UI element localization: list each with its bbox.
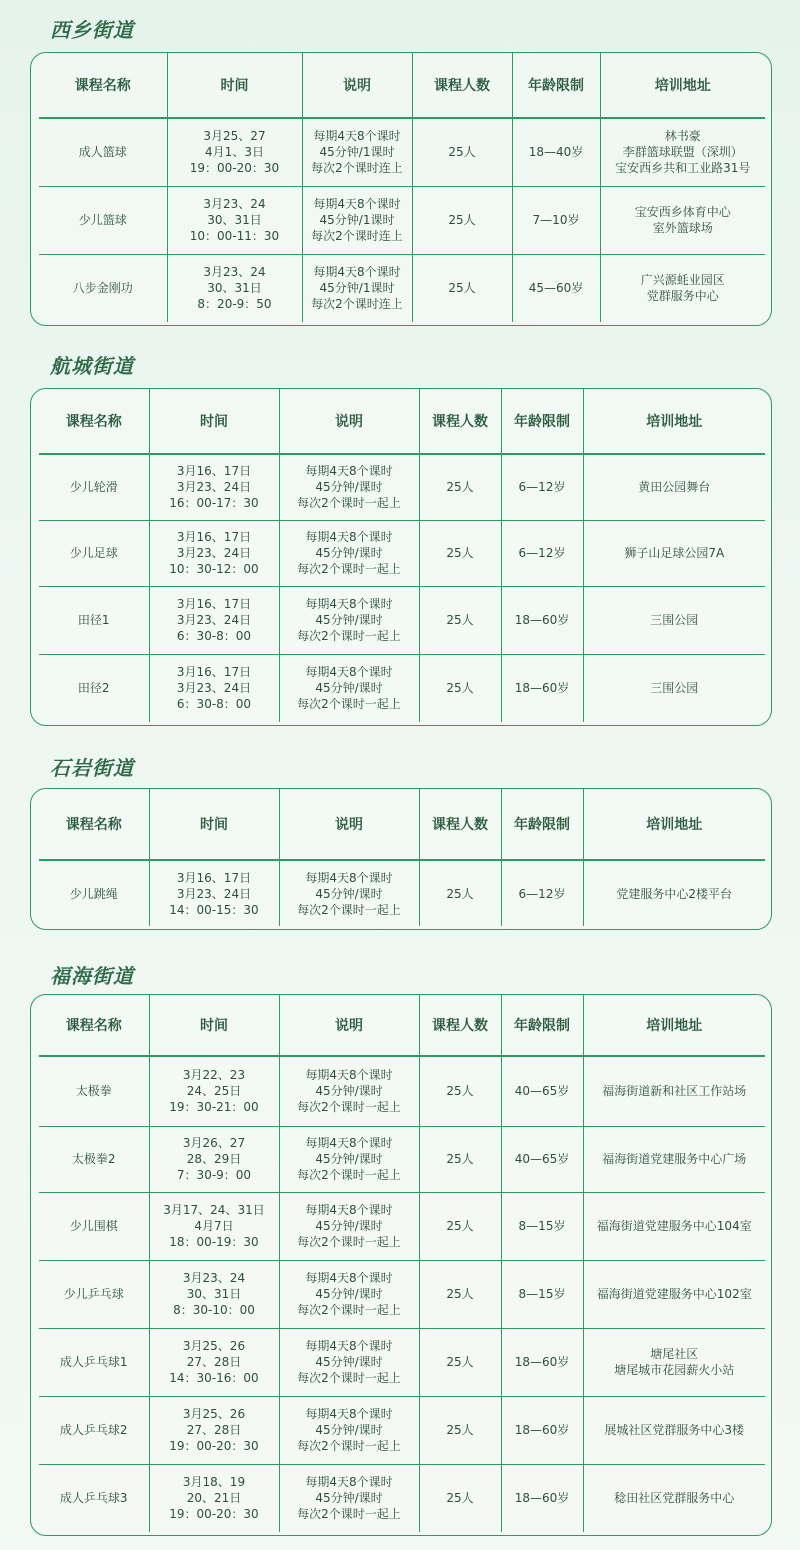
- age-limit: 6—12岁: [501, 860, 583, 926]
- course-capacity: 25人: [419, 860, 501, 926]
- course-name: 少儿乒乓球: [39, 1260, 149, 1328]
- note-line: 45分钟/课时: [315, 886, 383, 901]
- column-header: 培训地址: [583, 995, 765, 1056]
- course-name: 太极拳: [75, 1084, 112, 1099]
- column-header: 时间: [149, 789, 279, 860]
- table-row: [39, 1260, 765, 1328]
- course-time: [149, 1056, 279, 1126]
- course-note: [302, 186, 412, 254]
- address-line: 稔田社区党群服务中心: [614, 1491, 735, 1506]
- course-note: [279, 586, 419, 654]
- age-limit: 8—15岁: [501, 1192, 583, 1260]
- address-line: 室外篮球场: [652, 221, 713, 235]
- note-line: 45分钟/课时: [315, 1219, 383, 1233]
- course-name: 成人乒乓球2: [39, 1396, 149, 1464]
- course-capacity: 25人: [419, 1260, 501, 1328]
- training-address: [600, 254, 765, 322]
- table-row: [39, 1396, 765, 1464]
- course-time: [167, 118, 302, 186]
- course-time: [149, 586, 279, 654]
- note-line: 每期4天8个课时: [305, 1407, 393, 1421]
- address-line: 李群篮球联盟（深圳）: [622, 145, 743, 160]
- column-header: 时间: [149, 995, 279, 1056]
- course-capacity: 25人: [419, 1464, 501, 1532]
- time-line: 3月16、17日: [176, 464, 252, 479]
- note-line: 每次2个课时一起上: [297, 629, 401, 643]
- column-header: 培训地址: [583, 789, 765, 860]
- address-line: 党建服务中心2楼平台: [616, 886, 733, 901]
- note-line: 45分钟/课时: [315, 1491, 383, 1506]
- time-line: 10：00-11：30: [189, 229, 280, 243]
- address-line: 三围公园: [650, 613, 699, 627]
- column-header: 说明: [302, 53, 412, 118]
- time-line: 3月25、27: [203, 129, 266, 144]
- note-line: 每次2个课时连上: [311, 297, 403, 312]
- time-line: 3月23、24: [203, 265, 266, 280]
- note-line: 45分钟/课时: [315, 1423, 383, 1437]
- course-note: [279, 1396, 419, 1464]
- time-line: 4月1、3日: [205, 145, 264, 160]
- note-line: 每期4天8个课时: [305, 530, 393, 544]
- course-time: [149, 860, 279, 926]
- time-line: 16：00-17：30: [169, 496, 259, 511]
- training-address: [583, 654, 765, 722]
- course-note: [302, 118, 412, 186]
- table-header-row: [39, 789, 765, 860]
- note-line: 45分钟/课时: [315, 1152, 383, 1166]
- address-line: 福海街道新和社区工作站场: [602, 1084, 747, 1099]
- note-line: 每期4天8个课时: [313, 129, 401, 144]
- schedule-table: [39, 995, 765, 1532]
- section-title: 航城街道: [50, 354, 134, 378]
- training-address: [600, 186, 765, 254]
- course-note: [279, 1464, 419, 1532]
- time-line: 3月23、24日: [176, 546, 252, 560]
- note-line: 每期4天8个课时: [313, 197, 401, 211]
- table-row: [39, 860, 765, 926]
- note-line: 45分钟/课时: [315, 480, 383, 495]
- table-header-row: [39, 389, 765, 454]
- time-line: 3月26、27: [182, 1136, 246, 1150]
- address-line: 宝安西乡共和工业路31号: [615, 161, 751, 176]
- time-line: 6：30-8：00: [176, 629, 252, 643]
- table-row: [39, 118, 765, 186]
- time-line: 10：30-12：00: [169, 562, 259, 576]
- column-header: 时间: [149, 389, 279, 454]
- time-line: 18：00-19：30: [169, 1235, 259, 1249]
- training-address: [583, 1328, 765, 1396]
- schedule-table-panel: [30, 994, 772, 1536]
- time-line: 3月23、24日: [176, 613, 252, 627]
- table-header-row: [39, 995, 765, 1056]
- age-limit: 8—15岁: [501, 1260, 583, 1328]
- course-time: [167, 186, 302, 254]
- course-note: [302, 254, 412, 322]
- course-capacity: 25人: [412, 186, 512, 254]
- training-address: [583, 1260, 765, 1328]
- course-capacity: 25人: [419, 520, 501, 586]
- note-line: 每次2个课时一起上: [297, 1100, 401, 1115]
- course-capacity: 25人: [412, 118, 512, 186]
- course-name: 八步金刚功: [39, 254, 167, 322]
- age-limit: 18—40岁: [512, 118, 600, 186]
- time-line: 30、31日: [207, 281, 262, 296]
- training-address: [600, 118, 765, 186]
- time-line: 3月16、17日: [176, 870, 252, 885]
- time-line: 30、31日: [186, 1287, 242, 1301]
- note-line: 每期4天8个课时: [305, 870, 393, 885]
- course-name: 少儿足球: [39, 520, 149, 586]
- time-line: 3月23、24: [182, 1271, 246, 1285]
- address-line: 狮子山足球公园7A: [624, 546, 725, 560]
- course-capacity: 25人: [412, 254, 512, 322]
- address-line: 塘尾社区: [650, 1347, 699, 1361]
- note-line: 每期4天8个课时: [305, 665, 393, 680]
- training-address: [583, 586, 765, 654]
- column-header: 课程人数: [419, 789, 501, 860]
- age-limit: 18—60岁: [501, 1328, 583, 1396]
- note-line: 每期4天8个课时: [305, 1339, 393, 1353]
- age-limit: 18—60岁: [501, 1396, 583, 1464]
- note-line: 每期4天8个课时: [305, 1136, 393, 1150]
- course-name: 田径1: [39, 586, 149, 654]
- section-title: 石岩街道: [50, 756, 134, 780]
- course-time: [149, 654, 279, 722]
- course-time: [149, 520, 279, 586]
- time-line: 3月16、17日: [176, 530, 252, 544]
- note-line: 45分钟/1课时: [319, 213, 395, 227]
- schedule-table-panel: [30, 52, 772, 326]
- age-limit: 18—60岁: [501, 654, 583, 722]
- course-capacity: 25人: [419, 1396, 501, 1464]
- time-line: 28、29日: [186, 1152, 242, 1166]
- time-line: 27、28日: [186, 1355, 242, 1369]
- time-line: 19：00-20：30: [169, 1507, 259, 1522]
- note-line: 每次2个课时一起上: [297, 1303, 401, 1317]
- age-limit: 40—65岁: [501, 1126, 583, 1192]
- schedule-table: [39, 789, 765, 926]
- table-row: [39, 654, 765, 722]
- note-line: 每期4天8个课时: [305, 1203, 393, 1217]
- course-note: [279, 454, 419, 520]
- address-line: 福海街道党建服务中心102室: [596, 1287, 752, 1301]
- note-line: 每次2个课时一起上: [297, 697, 401, 712]
- time-line: 8：30-10：00: [173, 1303, 255, 1317]
- time-line: 6：30-8：00: [176, 697, 252, 712]
- age-limit: 40—65岁: [501, 1056, 583, 1126]
- column-header: 年龄限制: [501, 995, 583, 1056]
- address-line: 党群服务中心: [646, 289, 719, 304]
- note-line: 45分钟/课时: [315, 1355, 383, 1369]
- note-line: 45分钟/课时: [315, 1287, 383, 1301]
- training-address: [583, 1126, 765, 1192]
- course-note: [279, 1056, 419, 1126]
- note-line: 每次2个课时连上: [311, 229, 403, 243]
- table-row: [39, 1328, 765, 1396]
- column-header: 培训地址: [600, 53, 765, 118]
- time-line: 3月23、24: [203, 197, 266, 211]
- course-note: [279, 1192, 419, 1260]
- course-capacity: 25人: [419, 1192, 501, 1260]
- column-header: 课程人数: [412, 53, 512, 118]
- age-limit: 7—10岁: [512, 186, 600, 254]
- table-row: [39, 586, 765, 654]
- address-line: 林书豪: [664, 129, 701, 144]
- table-row: [39, 1056, 765, 1126]
- time-line: 7：30-9：00: [176, 1168, 252, 1182]
- training-address: [583, 1396, 765, 1464]
- schedule-table: [39, 389, 765, 722]
- table-row: [39, 254, 765, 322]
- course-name: 少儿围棋: [39, 1192, 149, 1260]
- note-line: 45分钟/课时: [315, 546, 383, 560]
- address-line: 塘尾城市花园薪火小站: [614, 1363, 735, 1377]
- course-time: [149, 1260, 279, 1328]
- time-line: 3月22、23: [182, 1068, 246, 1083]
- column-header: 课程名称: [39, 389, 149, 454]
- course-name: 成人篮球: [78, 145, 127, 160]
- address-line: 展城社区党群服务中心3楼: [604, 1423, 745, 1437]
- course-time: [149, 1126, 279, 1192]
- course-note: [279, 654, 419, 722]
- age-limit: 6—12岁: [501, 454, 583, 520]
- table-header-row: [39, 53, 765, 118]
- table-row: [39, 1464, 765, 1532]
- time-line: 27、28日: [186, 1423, 242, 1437]
- training-address: [583, 454, 765, 520]
- course-name: 太极拳2: [39, 1126, 149, 1192]
- training-address: [583, 860, 765, 926]
- address-line: 三围公园: [650, 681, 699, 696]
- column-header: 年龄限制: [512, 53, 600, 118]
- time-line: 14：00-15：30: [169, 902, 259, 917]
- time-line: 3月25、26: [182, 1339, 246, 1353]
- note-line: 每期4天8个课时: [305, 1271, 393, 1285]
- training-address: [583, 1464, 765, 1532]
- note-line: 每次2个课时一起上: [297, 1507, 401, 1522]
- course-name: 少儿轮滑: [69, 480, 118, 495]
- course-note: [279, 860, 419, 926]
- note-line: 每期4天8个课时: [305, 1475, 393, 1490]
- schedule-table-panel: [30, 388, 772, 726]
- note-line: 45分钟/1课时: [319, 145, 395, 160]
- time-line: 3月23、24日: [176, 681, 252, 696]
- course-name: 成人乒乓球3: [39, 1464, 149, 1532]
- course-time: [149, 1464, 279, 1532]
- course-capacity: 25人: [419, 586, 501, 654]
- section-title: 西乡街道: [50, 18, 134, 42]
- age-limit: 18—60岁: [501, 586, 583, 654]
- note-line: 每期4天8个课时: [305, 597, 393, 611]
- address-line: 黄田公园舞台: [638, 480, 711, 495]
- note-line: 每次2个课时一起上: [297, 902, 401, 917]
- column-header: 课程名称: [39, 53, 167, 118]
- course-name: 少儿篮球: [39, 186, 167, 254]
- age-limit: 6—12岁: [501, 520, 583, 586]
- note-line: 每期4天8个课时: [313, 265, 401, 280]
- table-row: [39, 454, 765, 520]
- column-header: 课程名称: [39, 789, 149, 860]
- address-line: 福海街道党建服务中心104室: [596, 1219, 752, 1233]
- note-line: 45分钟/课时: [315, 613, 383, 627]
- address-line: 福海街道党建服务中心广场: [602, 1152, 747, 1166]
- course-time: [149, 454, 279, 520]
- course-capacity: 25人: [419, 1056, 501, 1126]
- time-line: 3月23、24日: [176, 480, 252, 495]
- schedule-table: [39, 53, 765, 322]
- time-line: 8：20-9：50: [197, 297, 272, 312]
- column-header: 课程人数: [419, 995, 501, 1056]
- course-time: [149, 1192, 279, 1260]
- course-note: [279, 1260, 419, 1328]
- time-line: 19：30-21：00: [169, 1100, 259, 1115]
- column-header: 说明: [279, 389, 419, 454]
- column-header: 说明: [279, 789, 419, 860]
- time-line: 24、25日: [186, 1084, 242, 1099]
- address-line: 广兴源蚝业园区: [640, 273, 725, 288]
- age-limit: 18—60岁: [501, 1464, 583, 1532]
- time-line: 3月17、24、31日: [163, 1203, 265, 1217]
- section-title: 福海街道: [50, 964, 134, 988]
- time-line: 3月25、26: [182, 1407, 246, 1421]
- note-line: 每期4天8个课时: [305, 464, 393, 479]
- note-line: 每期4天8个课时: [305, 1068, 393, 1083]
- column-header: 课程人数: [419, 389, 501, 454]
- note-line: 45分钟/课时: [315, 1084, 383, 1099]
- note-line: 每次2个课时一起上: [297, 1371, 401, 1385]
- course-name: 少儿跳绳: [69, 886, 118, 901]
- time-line: 30、31日: [207, 213, 262, 227]
- schedule-table-panel: [30, 788, 772, 930]
- course-time: [149, 1396, 279, 1464]
- time-line: 3月23、24日: [176, 886, 252, 901]
- course-name: 成人乒乓球1: [39, 1328, 149, 1396]
- column-header: 年龄限制: [501, 389, 583, 454]
- table-row: [39, 520, 765, 586]
- column-header: 时间: [167, 53, 302, 118]
- note-line: 每次2个课时一起上: [297, 1168, 401, 1182]
- time-line: 4月7日: [194, 1219, 234, 1233]
- time-line: 3月16、17日: [176, 665, 252, 680]
- table-row: [39, 1126, 765, 1192]
- time-line: 20、21日: [186, 1491, 242, 1506]
- course-capacity: 25人: [419, 1126, 501, 1192]
- time-line: 19：00-20：30: [189, 161, 280, 176]
- training-address: [583, 1056, 765, 1126]
- note-line: 每次2个课时一起上: [297, 562, 401, 576]
- note-line: 45分钟/1课时: [319, 281, 395, 296]
- age-limit: 45—60岁: [512, 254, 600, 322]
- course-time: [149, 1328, 279, 1396]
- training-address: [583, 520, 765, 586]
- course-capacity: 25人: [419, 454, 501, 520]
- column-header: 年龄限制: [501, 789, 583, 860]
- column-header: 说明: [279, 995, 419, 1056]
- table-row: [39, 186, 765, 254]
- note-line: 每次2个课时一起上: [297, 1235, 401, 1249]
- note-line: 每次2个课时一起上: [297, 496, 401, 511]
- note-line: 每次2个课时连上: [311, 161, 403, 176]
- column-header: 课程名称: [39, 995, 149, 1056]
- note-line: 每次2个课时一起上: [297, 1439, 401, 1453]
- time-line: 19：00-20：30: [169, 1439, 259, 1453]
- time-line: 3月18、19: [182, 1475, 246, 1490]
- course-name: 田径2: [39, 654, 149, 722]
- note-line: 45分钟/课时: [315, 681, 383, 696]
- training-address: [583, 1192, 765, 1260]
- table-row: [39, 1192, 765, 1260]
- course-note: [279, 1126, 419, 1192]
- course-capacity: 25人: [419, 1328, 501, 1396]
- course-capacity: 25人: [419, 654, 501, 722]
- course-time: [167, 254, 302, 322]
- address-line: 宝安西乡体育中心: [634, 205, 731, 219]
- time-line: 14：30-16：00: [169, 1371, 259, 1385]
- course-note: [279, 520, 419, 586]
- time-line: 3月16、17日: [176, 597, 252, 611]
- column-header: 培训地址: [583, 389, 765, 454]
- course-note: [279, 1328, 419, 1396]
